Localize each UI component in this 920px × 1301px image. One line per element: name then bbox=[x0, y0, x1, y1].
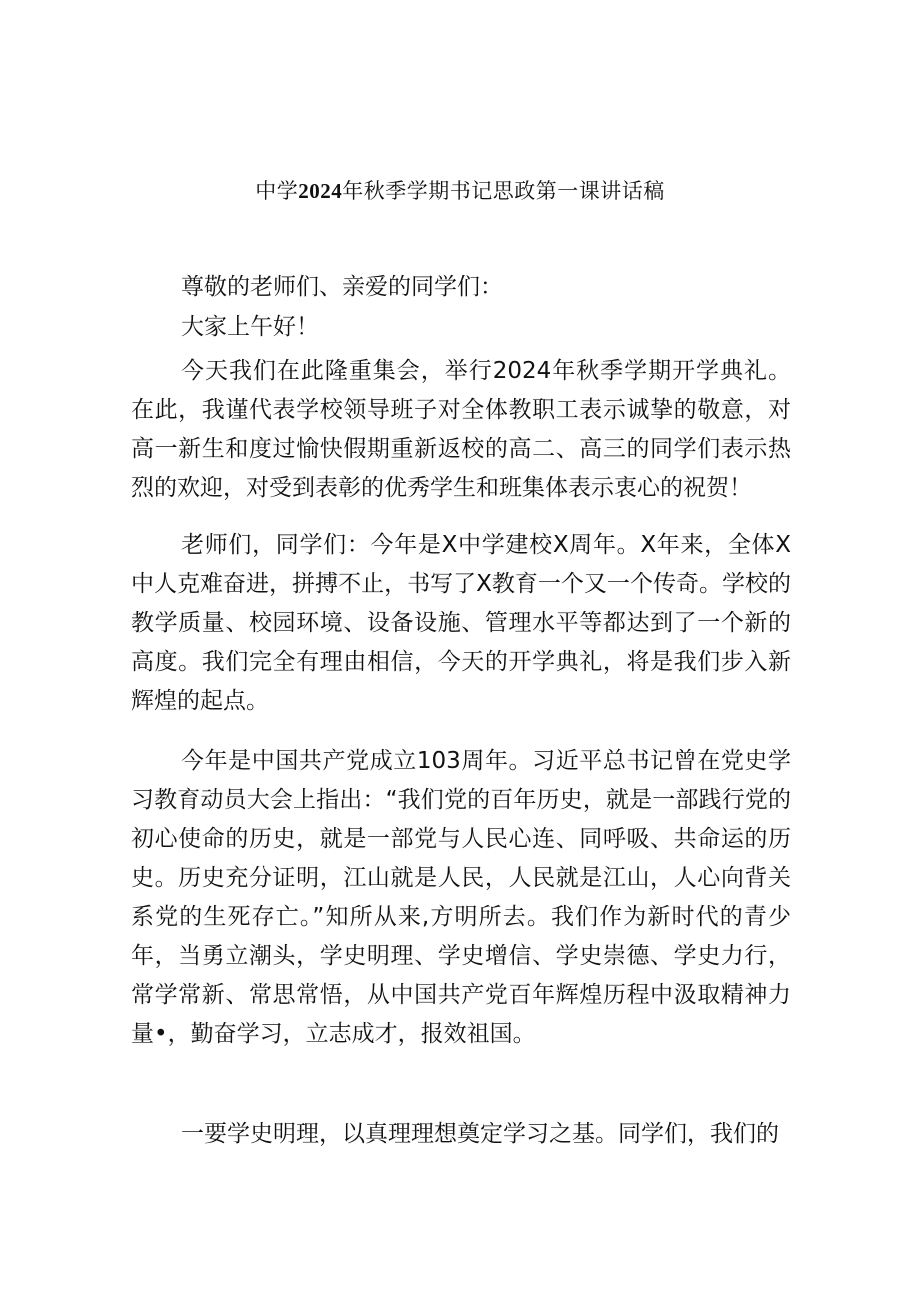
paragraph-opening: 今天我们在此隆重集会，举行2024年秋季学期开学典礼。在此，我谨代表学校领导班子对全体教职工表示诚挚的敬意，对高一新生和度过愉快假期重新返校的高二、高三的同学们表示热烈的欢迎，对受到表彰的优秀学生和班集体表示衷心的祝贺！ bbox=[131, 358, 791, 501]
paragraph-party-history: 今年是中国共产党成立103周年。习近平总书记曾在党史学习教育动员大会上指出：“我们党的百年历史，就是一部践行党的初心使命的历史，就是一部党与人民心连、同呼吸、共命运的历史。历史充分证明，江山就是人民，人民就是江山，人心向背关系党的生死存亡。”知所从来,方明所去。我们作为新时代的青少年，当勇立潮头，学史明理、学史增信、学史崇德、学史力行，常学常新、常思常悟，从中国共产党百年辉煌历程中汲取精神力量•，勤奋学习，立志成才，报效祖国。 bbox=[131, 748, 791, 1047]
paragraph-first-point: 一要学史明理，以真理理想奠定学习之基。同学们，我们的 bbox=[181, 1121, 779, 1147]
document-title: 中学2024年秋季学期书记思政第一课讲话稿 bbox=[255, 179, 665, 203]
greeting: 大家上午好！ bbox=[181, 314, 319, 340]
salutation: 尊敬的老师们、亲爱的同学们： bbox=[181, 274, 503, 300]
paragraph-anniversary: 老师们，同学们：今年是X中学建校X周年。X年来，全体X中人克难奋进，拼搏不止，书写了X教育一个又一个传奇。学校的教学质量、校园环境、设备设施、管理水平等都达到了一个新的高度。我们完全有理由相信，今天的开学典礼，将是我们步入新辉煌的起点。 bbox=[131, 532, 791, 714]
